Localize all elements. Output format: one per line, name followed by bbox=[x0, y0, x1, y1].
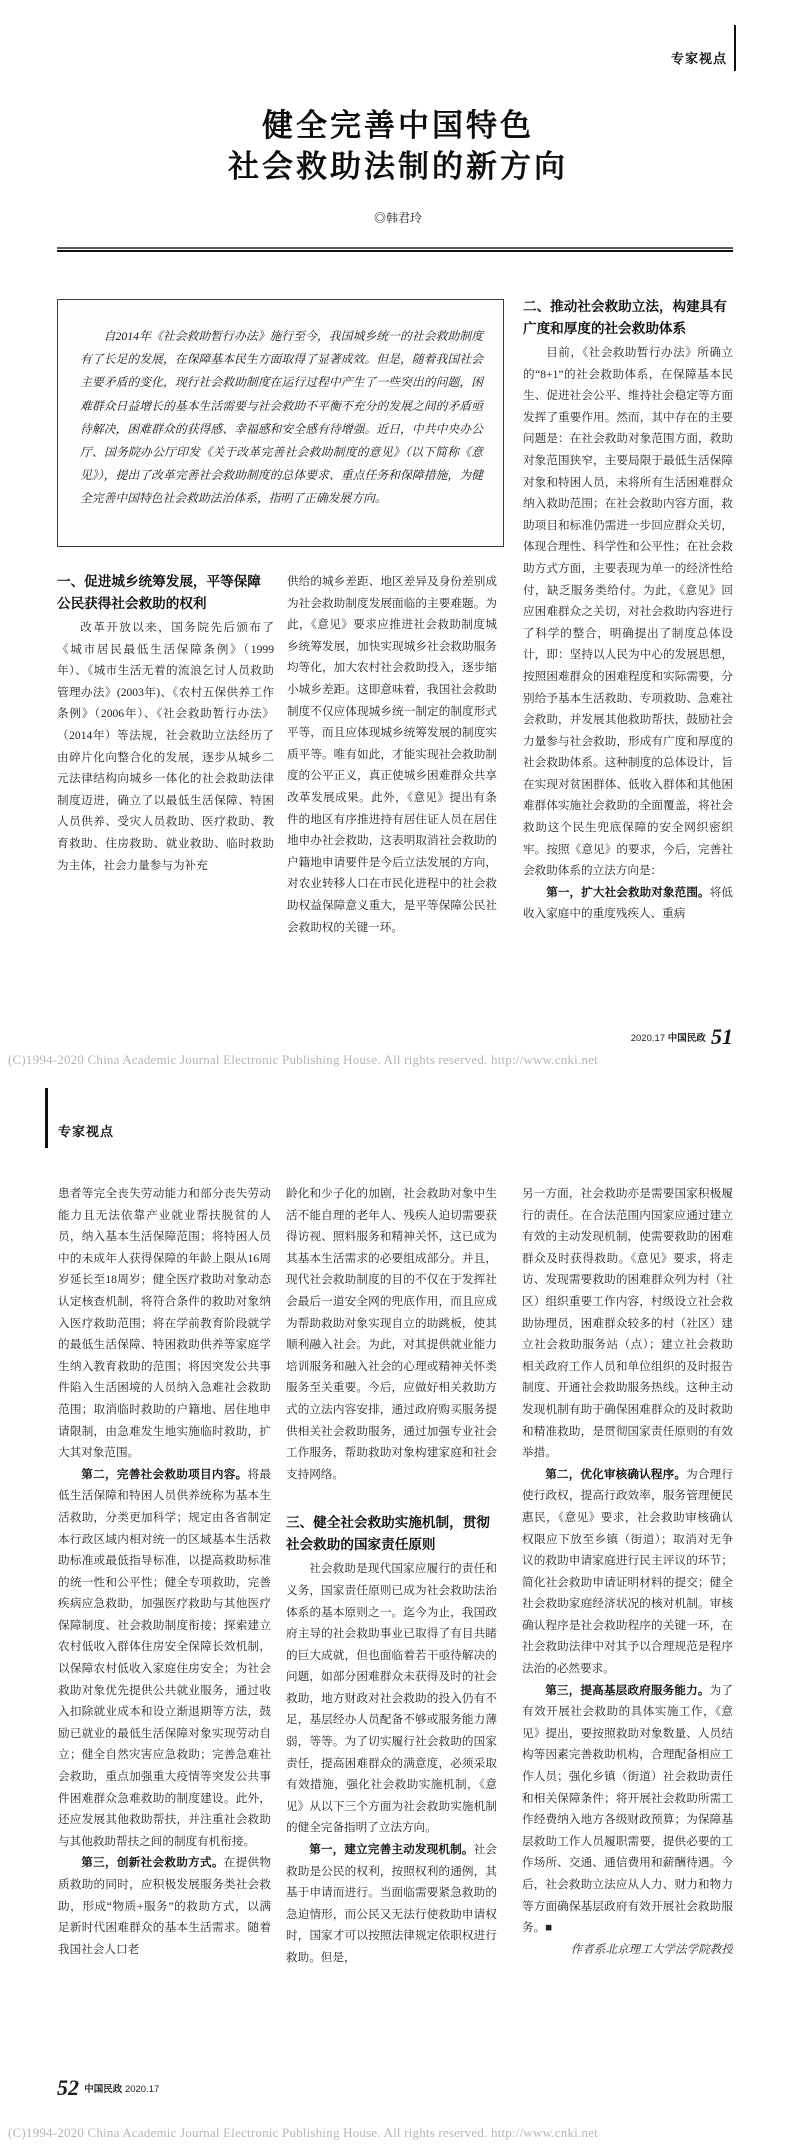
author-affiliation-note: 作者系北京理工大学法学院教授 bbox=[570, 1942, 733, 1956]
footer-page-number: 52 bbox=[57, 2075, 79, 2100]
footer-journal: 中国民政 bbox=[84, 2084, 123, 2095]
para-rest: 社会救助是公民的权利，按照权利的通例，其基于申请而进行。当面临需要紧急救助的急迫情形，而公民又无法行使救助申请权时，国家才可以按照法律规定依职权进行救助。但是， bbox=[286, 1843, 497, 1964]
page2-col2-paragraph-3 bbox=[286, 1839, 497, 1969]
para-rest: 将低收入家庭中的重度残疾人、重病 bbox=[523, 885, 733, 921]
page1-col3-paragraph-1: 目前，《社会救助暂行办法》所确立的“8+1”的社会救助体系，在保障基本民生、促进社会公平、维持社会稳定等方面发挥了重要作用。然而，其中存在的主要问题是：在社会救助对象范围方面，救助对象范围狭窄，主要局限于最低生活保障对象和特困人员，未将所有生活困难群众纳入救助范围；在社会救助内容方面，救助项目和标准仍需进一步回应群众关切，体现合理性、科学性和公平性；在社会救助方式方面，主要表现为单一的经济性给付，缺乏服务类给付。为此，《意见》回应困难群众之关切，对社会救助内容进行了科学的整合，明确提出了制度总体设计，即：坚持以人民为中心的发展思想，按照困难群众的困难程度和实际需要，分别给予基本生活救助、专项救助、急难社会救助，并发展其他救助帮扶，鼓励社会力量参与社会救助，形成有广度和厚度的社会救助体系。这种制度的总体设计，旨在实现对贫困群体、低收入群体和其他困难群体实施社会救助的全面覆盖，将社会救助这个民生兜底保障的安全网织密织牢。按照《意见》的要求，今后，完善社会救助体系的立法方向是： bbox=[523, 346, 733, 878]
para-lead: 第三，提高基层政府服务能力。 bbox=[545, 1683, 710, 1697]
footer-issue: 2020.17 bbox=[124, 2084, 160, 2095]
page2-col3-paragraph-1: 另一方面，社会救助亦是需要国家积极履行的责任。在合法范围内国家应通过建立有效的主动发现机制，使需要救助的困难群众及时获得救助。《意见》要求，将走访、发现需要救助的困难群众列为村（社区）组织重要工作内容，村级设立社会救助协理员，困难群众较多的村（社区）建立社会救助服务站（点）；建立社会救助相关政府工作人员和单位组织的及时报告制度、开通社会救助服务热线。这种主动发现机制有助于确保困难群众的及时救助和精准救助，是贯彻国家责任原则的有效举措。 bbox=[522, 1187, 733, 1460]
page-2 bbox=[0, 1077, 793, 2154]
page2-copyright: (C)1994-2020 China Academic Journal Electronic Publishing House. All rights reserved. http://www.cnki.net bbox=[8, 2125, 598, 2140]
abstract-text: 自2014年《社会救助暂行办法》施行至今，我国城乡统一的社会救助制度有了长足的发展，在保障基本民生方面取得了显著成效。但是，随着我国社会主要矛盾的变化，现行社会救助制度在运行过程中产生了一些突出的问题，困难群众日益增长的基本生活需要与社会救助不平衡不充分的发展之间的矛盾亟待解决，困难群众的获得感、幸福感和安全感有待增强。近日，中共中央办公厅、国务院办公厅印发《关于改革完善社会救助制度的意见》（以下简称《意见》），提出了改革完善社会救助制度的总体要求、重点任务和保障措施，为健全完善中国特色社会救助法治体系，指明了正确发展方向。 bbox=[80, 329, 483, 506]
para-rest: 为合理行使行政权，提高行政效率，服务管理便民惠民，《意见》要求，社会救助审核确认权限应下放至乡镇（街道）；取消对无争议的救助申请家庭进行民主评议的环节；简化社会救助申请证明材料的提交；健全社会救助家庭经济状况的核对机制。审核确认程序是社会救助程序的关键一环，在社会救助法律中对其予以合理规范是程序法治的必然要求。 bbox=[522, 1467, 733, 1676]
para-lead: 第一，扩大社会救助对象范围。 bbox=[546, 885, 710, 899]
page1-col3-paragraph-2 bbox=[523, 882, 733, 925]
page1-footer bbox=[450, 1024, 733, 1050]
page1-copyright: (C)1994-2020 China Academic Journal Electronic Publishing House. All rights reserved. http://www.cnki.net bbox=[8, 1052, 598, 1067]
para-lead: 第二，完善社会救助项目内容。 bbox=[81, 1467, 248, 1481]
para-lead: 第一，建立完善主动发现机制。 bbox=[309, 1843, 474, 1857]
para-rest: 在提供物质救助的同时，应积极发展服务类社会救助，形成“物质+服务”的救助方式，以满足新时代困难群众的基本生活需求。随着我国社会人口老 bbox=[58, 1856, 271, 1956]
page2-col1-paragraph-3 bbox=[58, 1852, 271, 1960]
page2-column-3 bbox=[522, 1183, 733, 2071]
page2-col2-paragraph-1: 龄化和少子化的加剧，社会救助对象中生活不能自理的老年人、残疾人迫切需要获得访视、照料服务和精神关怀，这已成为其基本生活需求的必要组成部分。并且，现代社会救助制度的目的不仅在于发挥社会最后一道安全网的兜底作用，而且应成为帮助救助对象实现自立的助跳板，使其顺利融入社会。为此，对其提供就业能力培训服务和融入社会的心理或精神关怀类服务至关重要。今后，应做好相关救助方式的立法内容安排，通过政府购买服务提供相关社会救助服务，通过加强专业社会工作服务，帮助救助对象构建家庭和社会支持网络。 bbox=[286, 1187, 497, 1481]
article-author: ◎韩君玲 bbox=[373, 211, 422, 225]
page1-col2-paragraph: 供给的城乡差距、地区差异及身份差别成为社会救助制度发展面临的主要难题。为此，《意见》要求应推进社会救助制度城乡统筹发展，加快实现城乡社会救助服务均等化，加大农村社会救助投入，逐步缩小城乡差距。这即意味着，我国社会救助制度不仅应体现城乡统一制定的制度形式平等，而且应体现城乡统筹发展的制度实质平等。唯有如此，才能实现社会救助制度的公平正义，真正使城乡困难群众共享改革发展成果。此外，《意见》提出有条件的地区有序推进持有居住证人员在居住地申办社会救助，这表明取消社会救助的户籍地申请要件是今后立法发展的方向，对农业转移人口在市民化进程中的社会救助权益保障意义重大，是平等保障公民社会救助权的关键一环。 bbox=[287, 575, 497, 934]
page2-column-2 bbox=[286, 1183, 497, 2071]
page1-corner-tag-rule bbox=[734, 25, 736, 71]
page2-col3-paragraph-2 bbox=[522, 1464, 733, 1680]
para-rest: 为了有效开展社会救助的具体实施工作，《意见》提出，要按照救助对象数量、人员结构等因素完善救助机构，合理配备相应工作人员；强化乡镇（街道）社会救助责任和相关保障条件；将开展社会救助所需工作经费纳入地方各级财政预算；为保障基层救助工作人员履职需要，提供必要的工作场所、交通、通信费用和薪酬待遇。今后，社会救助立法应从人力、财力和物力等方面确保基层政府有效开展社会救助服务。■ bbox=[522, 1683, 733, 1935]
page1-col1-paragraph: 改革开放以来，国务院先后颁布了《城市居民最低生活保障条例》（1999年）、《城市生活无着的流浪乞讨人员救助管理办法》(2003年)、《农村五保供养工作条例》（2006年）、《社会救助暂行办法》（2014年）等法规，社会救助立法经历了由碎片化向整合化的发展，逐步从城乡二元法律结构向城乡一体化的社会救助法律制度迈进，确立了以最低生活保障、特困人员供养、受灾人员救助、医疗救助、教育救助、住房救助、就业救助、临时救助为主体，社会力量参与为补充 bbox=[57, 621, 274, 872]
page1-column-1 bbox=[57, 571, 274, 1017]
article-title bbox=[78, 105, 718, 187]
article-title-line1: 健全完善中国特色 bbox=[262, 108, 534, 143]
page2-col1-paragraph-2 bbox=[58, 1464, 271, 1853]
page2-col1-paragraph-1: 患者等完全丧失劳动能力和部分丧失劳动能力且无法依靠产业就业帮扶脱贫的人员，纳入基本生活保障范围；将特困人员中的未成年人获得保障的年龄上限从16周岁延长至18周岁；健全医疗救助对象动态认定核查机制，将符合条件的救助对象纳入医疗救助范围；将在学前教育阶段就学的最低生活保障、特困救助供养等家庭学生纳入教育救助的范围；将因突发公共事件陷入生活困境的人员纳入急难社会救助范围；取消临时救助的户籍地、居住地申请限制，由急难发生地实施临时救助，扩大其对象范围。 bbox=[58, 1187, 271, 1460]
page2-col2-paragraph-2: 社会救助是现代国家应履行的责任和义务，国家责任原则已成为社会救助法治体系的基本原则之一。迄今为止，我国政府主导的社会救助事业已取得了有目共睹的巨大成就，但也面临着若干亟待解决的问题，如部分困难群众未获得及时的社会救助，地方财政对社会救助的投入仍有不足，基层经办人员配备不够或服务能力薄弱，等等。为了切实履行社会救助的国家责任，提高困难群众的满意度，必须采取有效措施，强化社会救助实施机制，《意见》从以下三个方面为社会救助实施机制的健全完备指明了立法方向。 bbox=[286, 1562, 497, 1835]
abstract-box bbox=[57, 299, 504, 547]
para-rest: 将最低生活保障和特困人员供养统称为基本生活救助，分类更加科学；规定由各省制定本行政区域内相对统一的区域基本生活救助标准或最低指导标准，以提高救助标准的统一性和公平性；健全专项救助，完善疾病应急救助，加强医疗救助与其他医疗保障制度、社会救助制度衔接；探索建立农村低收入群体住房安全保障长效机制，以保障农村低收入家庭住房安全；为社会救助对象优先提供公共就业服务，通过收入扣除就业成本和设立渐退期等方法，鼓励已就业的最低生活保障对象实现劳动自立；健全自然灾害应急救助；完善急难社会救助，重点加强重大疫情等突发公共事件困难群众急难救助的制度建设。此外，还应发展其他救助帮扶，并注重社会救助与其他救助帮扶之间的制度有机衔接。 bbox=[58, 1467, 271, 1848]
page1-column-2 bbox=[287, 571, 497, 1017]
section1-heading: 一、促进城乡统筹发展，平等保障公民获得社会救助的权利 bbox=[57, 574, 261, 611]
page2-column-1 bbox=[58, 1183, 271, 2071]
footer-page-number: 51 bbox=[711, 1024, 733, 1049]
page1-corner-tag: 专家视点 bbox=[671, 51, 728, 66]
page2-corner-tag-rule bbox=[45, 1088, 48, 1148]
section3-heading: 三、健全社会救助实施机制，贯彻社会救助的国家责任原则 bbox=[286, 1515, 490, 1552]
page2-corner-tag: 专家视点 bbox=[58, 1124, 115, 1139]
page2-footer bbox=[57, 2075, 159, 2101]
para-lead: 第二，优化审核确认程序。 bbox=[545, 1467, 687, 1481]
section2-heading: 二、推动社会救助立法，构建具有广度和厚度的社会救助体系 bbox=[523, 299, 727, 336]
footer-issue: 2020.17 bbox=[630, 1033, 666, 1044]
article-title-line2: 社会救助法制的新方向 bbox=[228, 149, 568, 184]
page2-col3-paragraph-3 bbox=[522, 1680, 733, 1939]
footer-journal: 中国民政 bbox=[667, 1033, 706, 1044]
title-rule-top bbox=[57, 247, 733, 249]
title-rule-bottom bbox=[57, 250, 733, 252]
para-lead: 第三，创新社会救助方式。 bbox=[81, 1856, 224, 1870]
page1-column-3 bbox=[523, 296, 733, 1018]
